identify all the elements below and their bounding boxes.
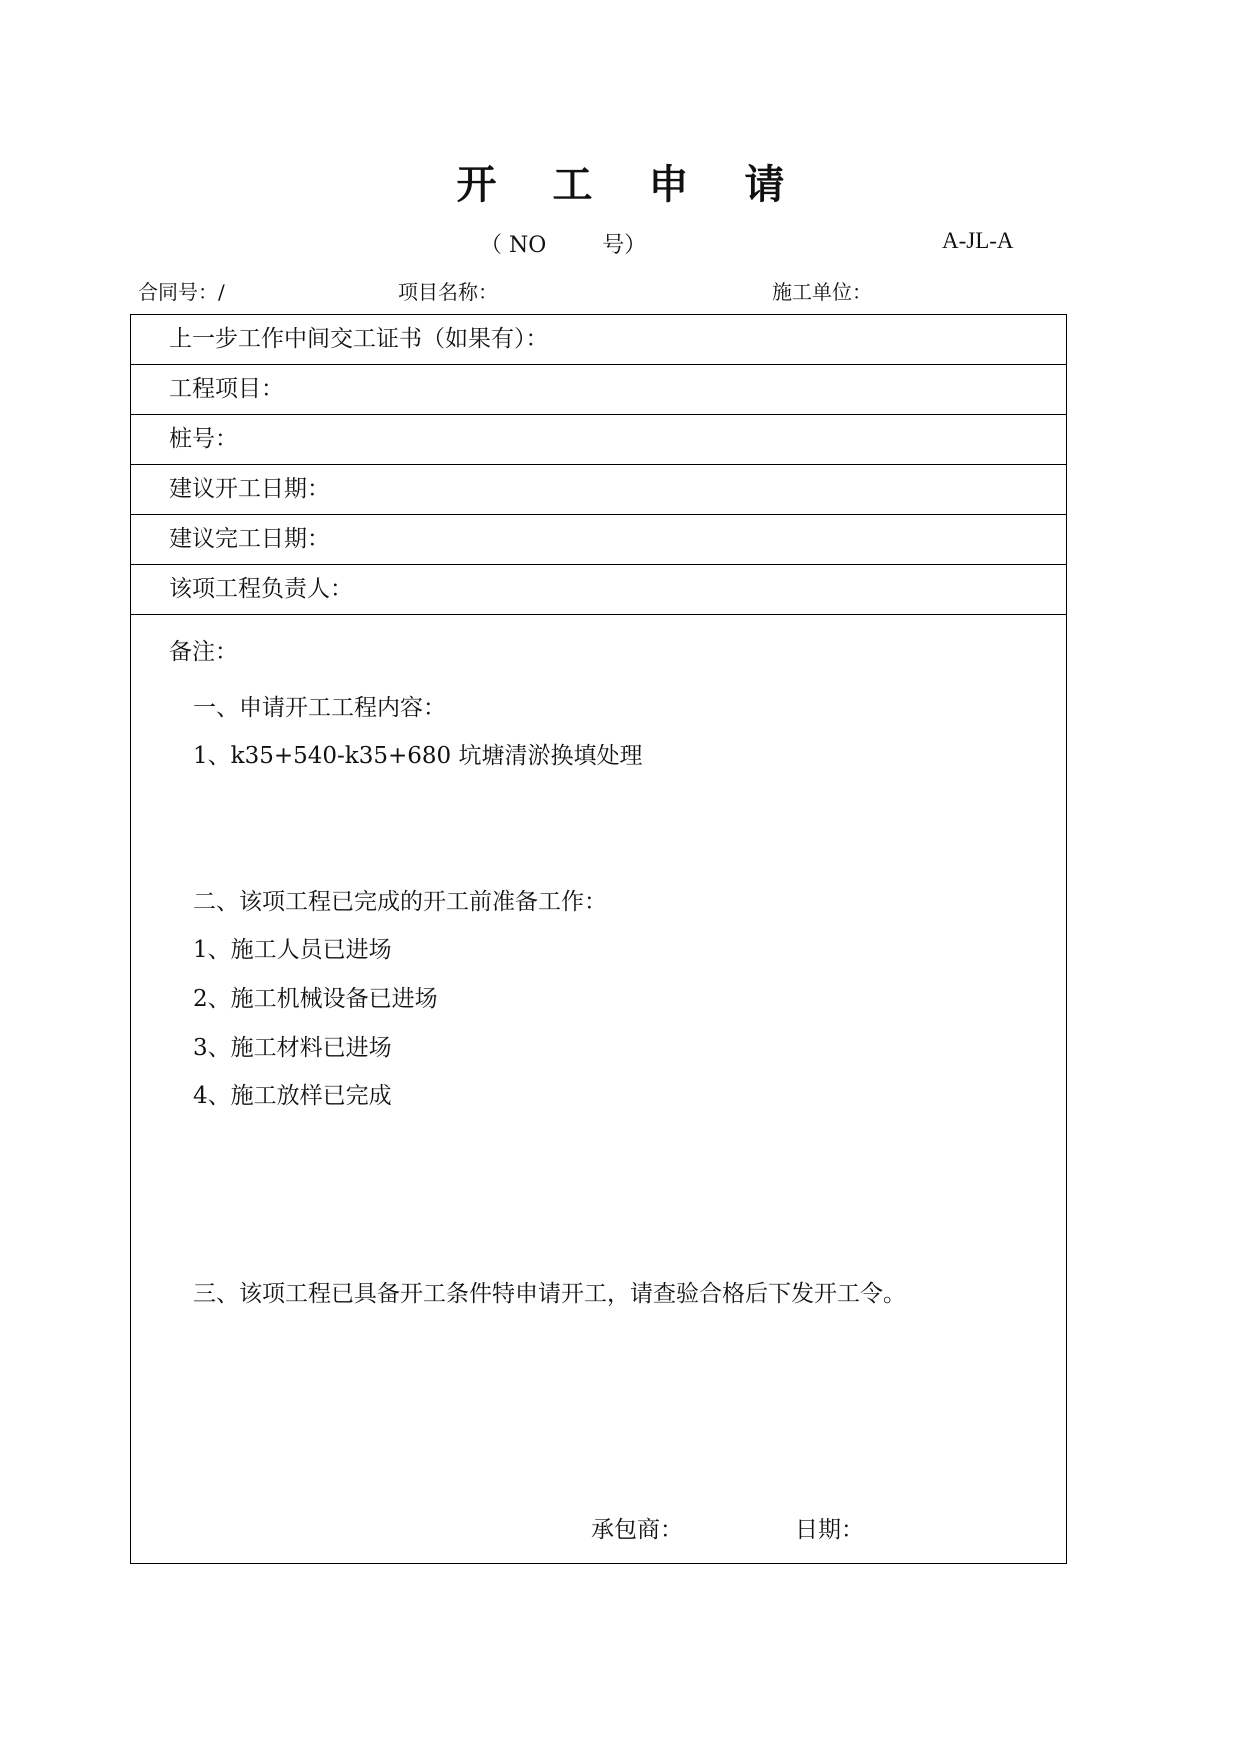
remarks-label: 备注： (169, 639, 238, 665)
section-2-item: 1、施工人员已进场 (193, 937, 392, 963)
section-1-item: 1、k35+540-k35+680 坑塘清淤换填处理 (193, 743, 643, 769)
construction-unit-label: 施工单位： (772, 280, 872, 304)
date-label: 日期： (795, 1517, 864, 1543)
section-2-item: 2、施工机械设备已进场 (193, 986, 438, 1012)
row-previous-certificate: 上一步工作中间交工证书（如果有）： (131, 315, 1066, 365)
row-project-manager: 该项工程负责人： (131, 565, 1066, 615)
project-name-label: 项目名称： (398, 280, 498, 304)
contractor-label: 承包商： (591, 1517, 683, 1543)
row-proposed-start-date: 建议开工日期： (131, 465, 1066, 515)
document-number: （ NO 号） (480, 233, 647, 258)
row-proposed-completion-date: 建议完工日期： (131, 515, 1066, 565)
contract-number-label: 合同号：/ (138, 280, 225, 304)
section-1-title: 一、申请开工工程内容： (193, 695, 446, 721)
remarks-cell (131, 615, 1066, 1565)
section-3-title: 三、该项工程已具备开工条件特申请开工，请查验合格后下发开工令。 (193, 1281, 906, 1307)
row-engineering-project: 工程项目： (131, 365, 1066, 415)
application-form-table (130, 314, 1067, 1564)
form-code: A-JL-A (942, 228, 1014, 253)
document-title: 开工申请 (456, 161, 841, 208)
row-station-number: 桩号： (131, 415, 1066, 465)
section-2-title: 二、该项工程已完成的开工前准备工作： (193, 889, 607, 915)
section-2-item: 4、施工放样已完成 (193, 1083, 392, 1109)
section-2-item: 3、施工材料已进场 (193, 1035, 392, 1061)
number-line (0, 226, 1241, 262)
header-info (0, 274, 1241, 304)
